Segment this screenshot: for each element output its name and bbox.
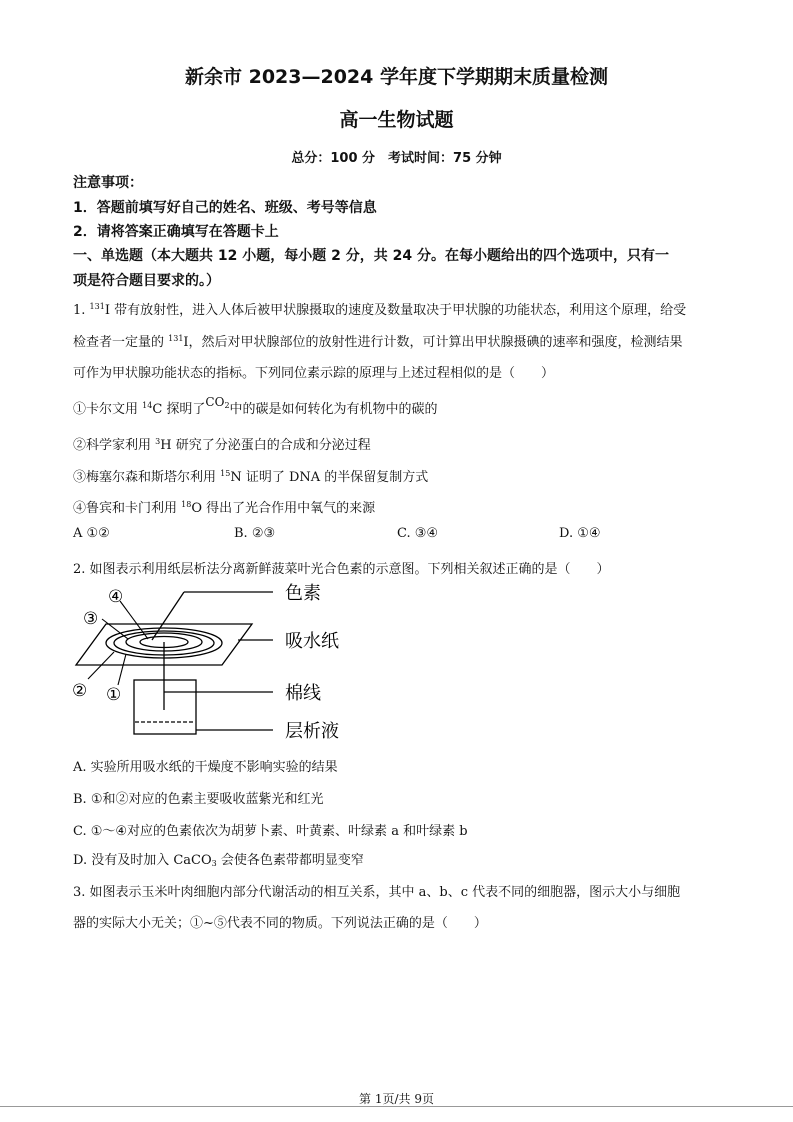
q1-stem-line	[73, 299, 686, 318]
label-absorbent-paper: 吸水纸	[285, 631, 339, 652]
page-number: 第 1页/共 9页	[359, 1092, 434, 1106]
q1-stem-line: 可作为甲状腺功能状态的指标。下列同位素示踪的原理与上述过程相似的是（ ）	[73, 366, 555, 381]
marker-4: ④	[108, 587, 124, 607]
stmt-text: N 证明了 DNA 的半保留复制方式	[230, 470, 429, 485]
exam-title: 新余市 2023—2024 学年度下学期期末质量检测	[185, 66, 608, 88]
leader-m3	[102, 619, 128, 639]
isotope-sup: 3	[155, 437, 161, 446]
q2-option-a: A. 实验所用吸水纸的干燥度不影响实验的结果	[73, 760, 338, 775]
marker-1: ①	[106, 685, 122, 705]
co2-sub: 2	[224, 401, 230, 410]
q2-option-b: B. ①和②对应的色素主要吸收蓝紫光和红光	[73, 792, 324, 807]
chromatography-diagram	[68, 582, 368, 747]
footer-rule	[0, 1106, 793, 1107]
q2-option-d	[73, 849, 364, 868]
q1-stem-line	[73, 331, 683, 350]
section-heading: 一、单选题（本大题共 12 小题，每小题 2 分，共 24 分。在每小题给出的四个选项中，只有一	[73, 248, 669, 264]
opt-text: 会使各色素带都明显变窄	[216, 853, 364, 868]
q1-text: I 带有放射性，进入人体后被甲状腺摄取的速度及数量取决于甲状腺的功能状态，利用这个原理，给受	[104, 303, 687, 318]
marker-3: ③	[83, 609, 99, 629]
q1-text: I，然后对甲状腺部位的放射性进行计数，可计算出甲状腺摄碘的速率和强度，检测结果	[183, 335, 683, 350]
stmt-text: ③梅塞尔森和斯塔尔利用	[73, 470, 221, 485]
stmt-text: C 探明了	[152, 402, 206, 417]
notice-item: 2．请将答案正确填写在答题卡上	[73, 224, 279, 240]
q1-statement	[73, 434, 371, 453]
isotope-sup: 18	[181, 500, 192, 509]
q1-option-d: D. ①④	[559, 526, 601, 541]
co2-base: CO	[205, 395, 225, 409]
stmt-text: O 得出了光合作用中氧气的来源	[191, 501, 376, 516]
section-heading-cont: 项是符合题目要求的。）	[73, 273, 220, 289]
q1-option-b: B. ②③	[234, 526, 276, 541]
label-solvent: 层析液	[285, 721, 339, 742]
notice-heading: 注意事项：	[73, 175, 143, 191]
q1-option-a: A ①②	[73, 526, 110, 541]
exam-subtitle: 高一生物试题	[339, 109, 454, 131]
q2-option-c: C. ①～④对应的色素依次为胡萝卜素、叶黄素、叶绿素 a 和叶绿素 b	[73, 824, 468, 839]
formula-sub: 3	[211, 859, 217, 868]
q1-text: 检查者一定量的	[73, 335, 169, 350]
stmt-text: ④鲁宾和卡门利用	[73, 501, 182, 516]
isotope-sup: 131	[89, 302, 105, 311]
q1-statement	[73, 466, 428, 485]
leader-m1	[118, 654, 126, 685]
beaker	[134, 680, 196, 734]
label-cotton-thread: 棉线	[285, 683, 321, 704]
q1-option-c: C. ③④	[397, 526, 439, 541]
q1-statement	[73, 395, 438, 417]
notice-item: 1．答题前填写好自己的姓名、班级、考号等信息	[73, 200, 377, 216]
label-pigment: 色素	[285, 583, 321, 604]
score-time: 总分：100 分 考试时间：75 分钟	[291, 151, 502, 166]
isotope-sup: 15	[220, 469, 231, 478]
stmt-text: H 研究了分泌蛋白的合成和分泌过程	[160, 438, 371, 453]
opt-text: D. 没有及时加入 CaCO	[73, 853, 212, 868]
marker-2: ②	[72, 681, 88, 701]
q2-stem: 2. 如图表示利用纸层析法分离新鲜菠菜叶光合色素的示意图。下列相关叙述正确的是（ ）	[73, 562, 610, 577]
q1-statement	[73, 497, 375, 516]
q1-number: 1.	[73, 303, 90, 318]
stmt-text: ①卡尔文用	[73, 402, 143, 417]
co2-formula	[205, 395, 229, 409]
isotope-sup: 14	[142, 401, 153, 410]
q3-stem-line: 器的实际大小无关；①~⑤代表不同的物质。下列说法正确的是（ ）	[73, 916, 487, 931]
stmt-text: 中的碳是如何转化为有机物中的碳的	[229, 402, 438, 417]
stmt-text: ②科学家利用	[73, 438, 156, 453]
q3-stem-line: 3. 如图表示玉米叶肉细胞内部分代谢活动的相互关系，其中 a、b、c 代表不同的细胞器，图示大小与细胞	[73, 885, 681, 900]
isotope-sup: 131	[168, 334, 184, 343]
